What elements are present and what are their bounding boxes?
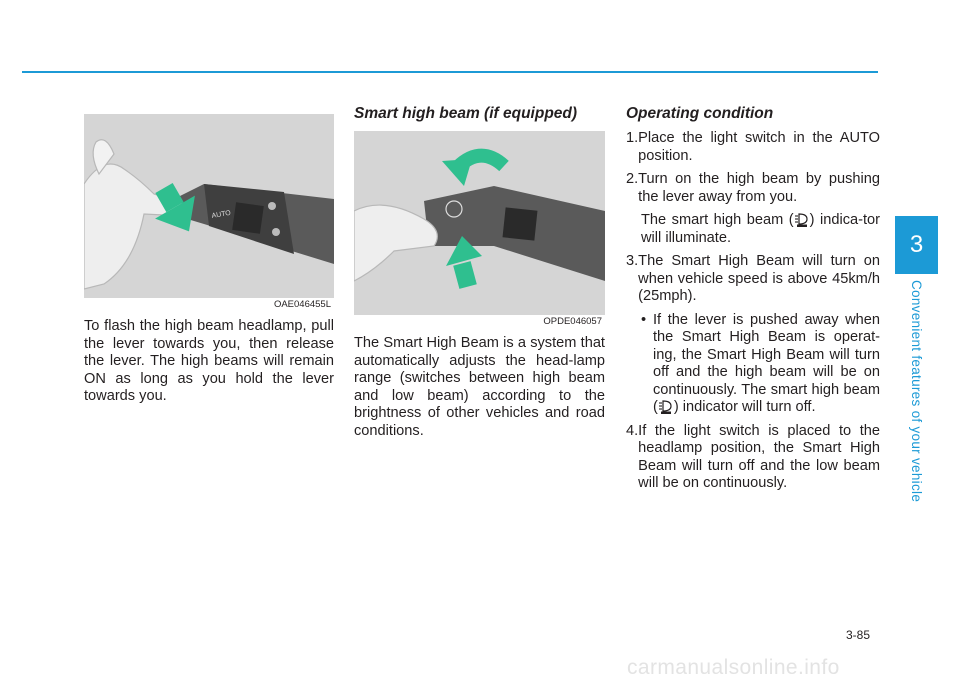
bullet-note: • If the lever is pushed away when the Smart High Beam is operat-ing, the Smart High Beam will turn off and the high beam will be on continuously. The smart high beam ( ) indicator will turn off. [641,311,880,415]
smart-high-beam-auto-icon [794,213,810,227]
chapter-number: 3 [909,231,924,258]
list-item [626,130,880,165]
figure-caption: OPDE046057 [543,316,602,327]
step-text: If the light switch is placed to the headlamp position, the Smart High Beam will turn off and the low beam will be on continuously. [638,422,880,491]
step-text: The Smart High Beam will turn on when vehicle speed is above 45km/h (25mph). [638,253,880,304]
step-text: Place the light switch in the AUTO position. [638,130,880,164]
section-heading: Smart high beam (if equipped) [354,105,578,122]
body-text: The Smart High Beam is a system that automatically adjusts the head-lamp range (switches between high beam and low beam) according to the brightness of other vehicles and road conditions. [354,335,605,439]
list-item [626,253,880,417]
list-item [626,423,880,493]
page-number: 3-85 [846,628,871,642]
lever-pull-illustration [84,114,334,298]
step-text: Turn on the high beam by pushing the lever away from you. [638,171,880,205]
section-heading: Operating condition [626,105,774,122]
chapter-tab [895,216,938,274]
header-rule [22,71,878,73]
step-number: 4. [626,422,639,439]
smart-high-beam-auto-icon [658,400,674,414]
indicator-note: The smart high beam ( ) indica-tor will illuminate. [641,212,880,246]
watermark: carmanualsonline.info [627,656,840,679]
figure-caption: OAE046455L [273,299,331,310]
lever-rotate-illustration [354,131,605,315]
step-number: 1. [626,130,639,146]
column-3 [626,104,880,499]
column-2 [354,104,605,440]
figure-lever-pull [84,114,334,312]
svg-text:AUTO: AUTO [211,209,232,220]
step-list [626,130,880,493]
step-number: 2. [626,171,639,187]
list-item [626,171,880,247]
step-number: 3. [626,253,639,269]
column-1 [84,104,334,406]
chapter-title: Convenient features of your vehicle [909,280,924,503]
body-text: To flash the high beam headlamp, pull the lever towards you, then release the lever. The high beams will remain ON as long as you hold the lever towards you. [84,318,334,404]
figure-lever-rotate [354,131,605,329]
bullet-icon: • [641,311,647,328]
